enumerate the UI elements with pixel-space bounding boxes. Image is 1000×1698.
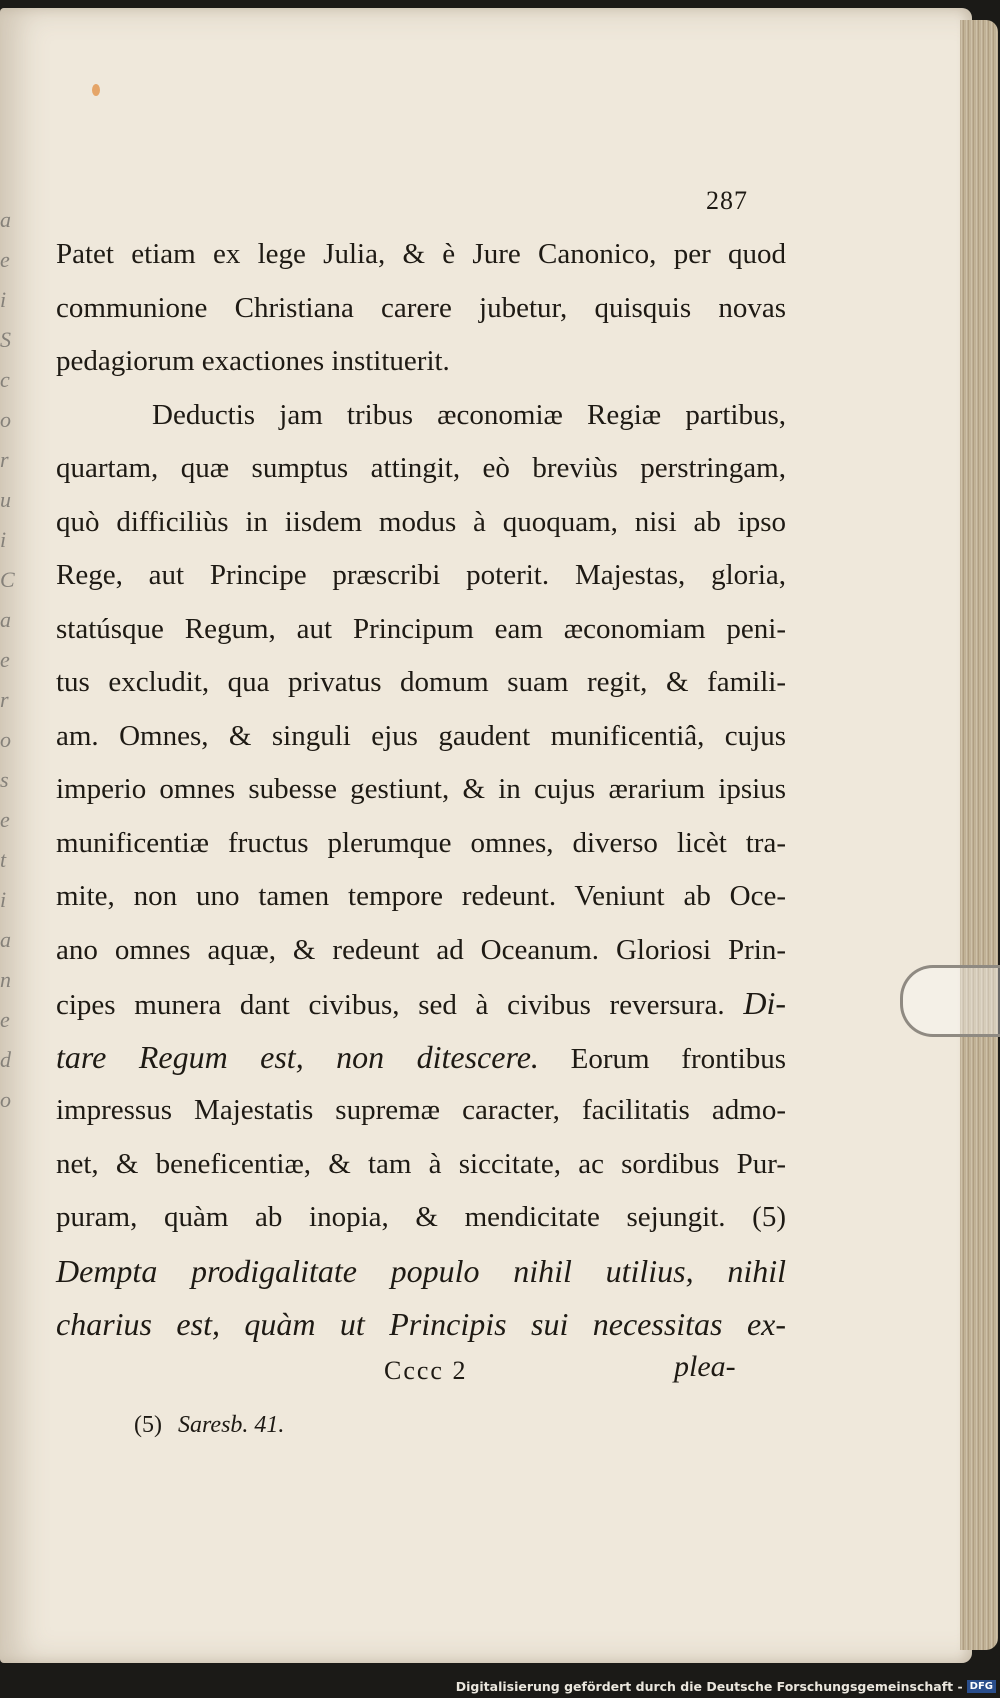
text-line: Rege, aut Principe præscribi poterit. Majestas, gloria,	[56, 559, 786, 591]
footnote	[134, 1412, 284, 1439]
page-edges	[960, 20, 998, 1650]
bleed-glyph: e	[0, 647, 10, 672]
bleed-glyph: e	[0, 247, 10, 272]
line-segment: cipes munera dant civibus, sed à civibus reversura.	[56, 989, 725, 1021]
page-number: 287	[706, 186, 748, 215]
ink-mark	[92, 84, 100, 96]
footnote-text: Saresb. 41.	[177, 1412, 285, 1438]
bleed-through-text	[0, 200, 28, 1250]
text-line: tus excludit, qua privatus domum suam regit, & famili-	[56, 666, 786, 698]
catchword: plea-	[674, 1350, 736, 1383]
digitization-credit	[456, 1679, 996, 1694]
text-line: munificentiæ fructus plerumque omnes, diverso licèt tra-	[56, 826, 786, 859]
text-line: pedagiorum exactiones instituerit.	[56, 345, 450, 377]
bleed-glyph: u	[0, 487, 11, 512]
text-line: communione Christiana carere jubetur, quisquis novas	[56, 291, 786, 324]
text-line: ano omnes aquæ, & redeunt ad Oceanum. Gloriosi Prin-	[56, 933, 786, 966]
line-segment: Eorum frontibus	[570, 1042, 786, 1075]
body-text	[56, 228, 786, 1352]
bleed-glyph: i	[0, 887, 7, 912]
page-clip	[900, 965, 1000, 1037]
bleed-glyph: d	[0, 1047, 11, 1072]
bleed-glyph: c	[0, 367, 10, 392]
text-line	[56, 977, 786, 1031]
signature-mark: Cccc 2	[384, 1356, 468, 1385]
text-line	[56, 1031, 786, 1085]
bleed-glyph: s	[0, 767, 9, 792]
line-segment-italic: tare Regum est, non ditescere.	[56, 1038, 539, 1075]
text-line: quartam, quæ sumptus attingit, eò breviùs perstringam,	[56, 452, 786, 484]
text-line: imperio omnes subesse gestiunt, & in cujus ærarium ipsius	[56, 773, 786, 805]
text-line: statúsque Regum, aut Principum eam æconomiam peni-	[56, 612, 786, 645]
bleed-glyph: S	[0, 327, 11, 352]
bleed-glyph: i	[0, 287, 7, 312]
bleed-glyph: o	[0, 727, 11, 752]
text-line: am. Omnes, & singuli ejus gaudent munificentiâ, cujus	[56, 719, 786, 752]
text-line: Patet etiam ex lege Julia, & è Jure Canonico, per quod	[56, 238, 786, 270]
bleed-glyph: r	[0, 447, 9, 472]
bleed-glyph: e	[0, 1007, 10, 1032]
bleed-glyph: r	[0, 687, 9, 712]
text-line: Deductis jam tribus æconomiæ Regiæ partibus,	[152, 398, 786, 431]
bleed-glyph: a	[0, 207, 11, 232]
line-segment-italic: Di-	[743, 985, 787, 1021]
text-line: net, & beneficentiæ, & tam à siccitate, ac sordibus Pur-	[56, 1147, 786, 1180]
bleed-glyph: a	[0, 607, 11, 632]
bleed-glyph: a	[0, 927, 11, 952]
text-line: puram, quàm ab inopia, & mendicitate sejungit. (5)	[56, 1201, 786, 1233]
italic-line: Dempta prodigalitate populo nihil utilius, nihil	[56, 1252, 786, 1289]
bleed-glyph: C	[0, 567, 15, 592]
bleed-glyph: e	[0, 807, 10, 832]
dfg-logo: DFG	[967, 1680, 996, 1693]
text-line: mite, non uno tamen tempore redeunt. Veniunt ab Oce-	[56, 880, 786, 912]
text-line: quò difficiliùs in iisdem modus à quoquam, nisi ab ipso	[56, 505, 786, 538]
bleed-glyph: o	[0, 1087, 11, 1112]
credit-text: Digitalisierung gefördert durch die Deutsche Forschungsgemeinschaft -	[455, 1679, 963, 1694]
bleed-glyph: t	[0, 847, 7, 872]
italic-line: charius est, quàm ut Principis sui necessitas ex-	[56, 1306, 786, 1342]
bleed-glyph: i	[0, 527, 7, 552]
text-line: impressus Majestatis supremæ caracter, facilitatis admo-	[56, 1094, 786, 1126]
bleed-glyph: o	[0, 407, 11, 432]
footnote-marker: (5)	[134, 1412, 162, 1438]
bleed-glyph: n	[0, 967, 11, 992]
